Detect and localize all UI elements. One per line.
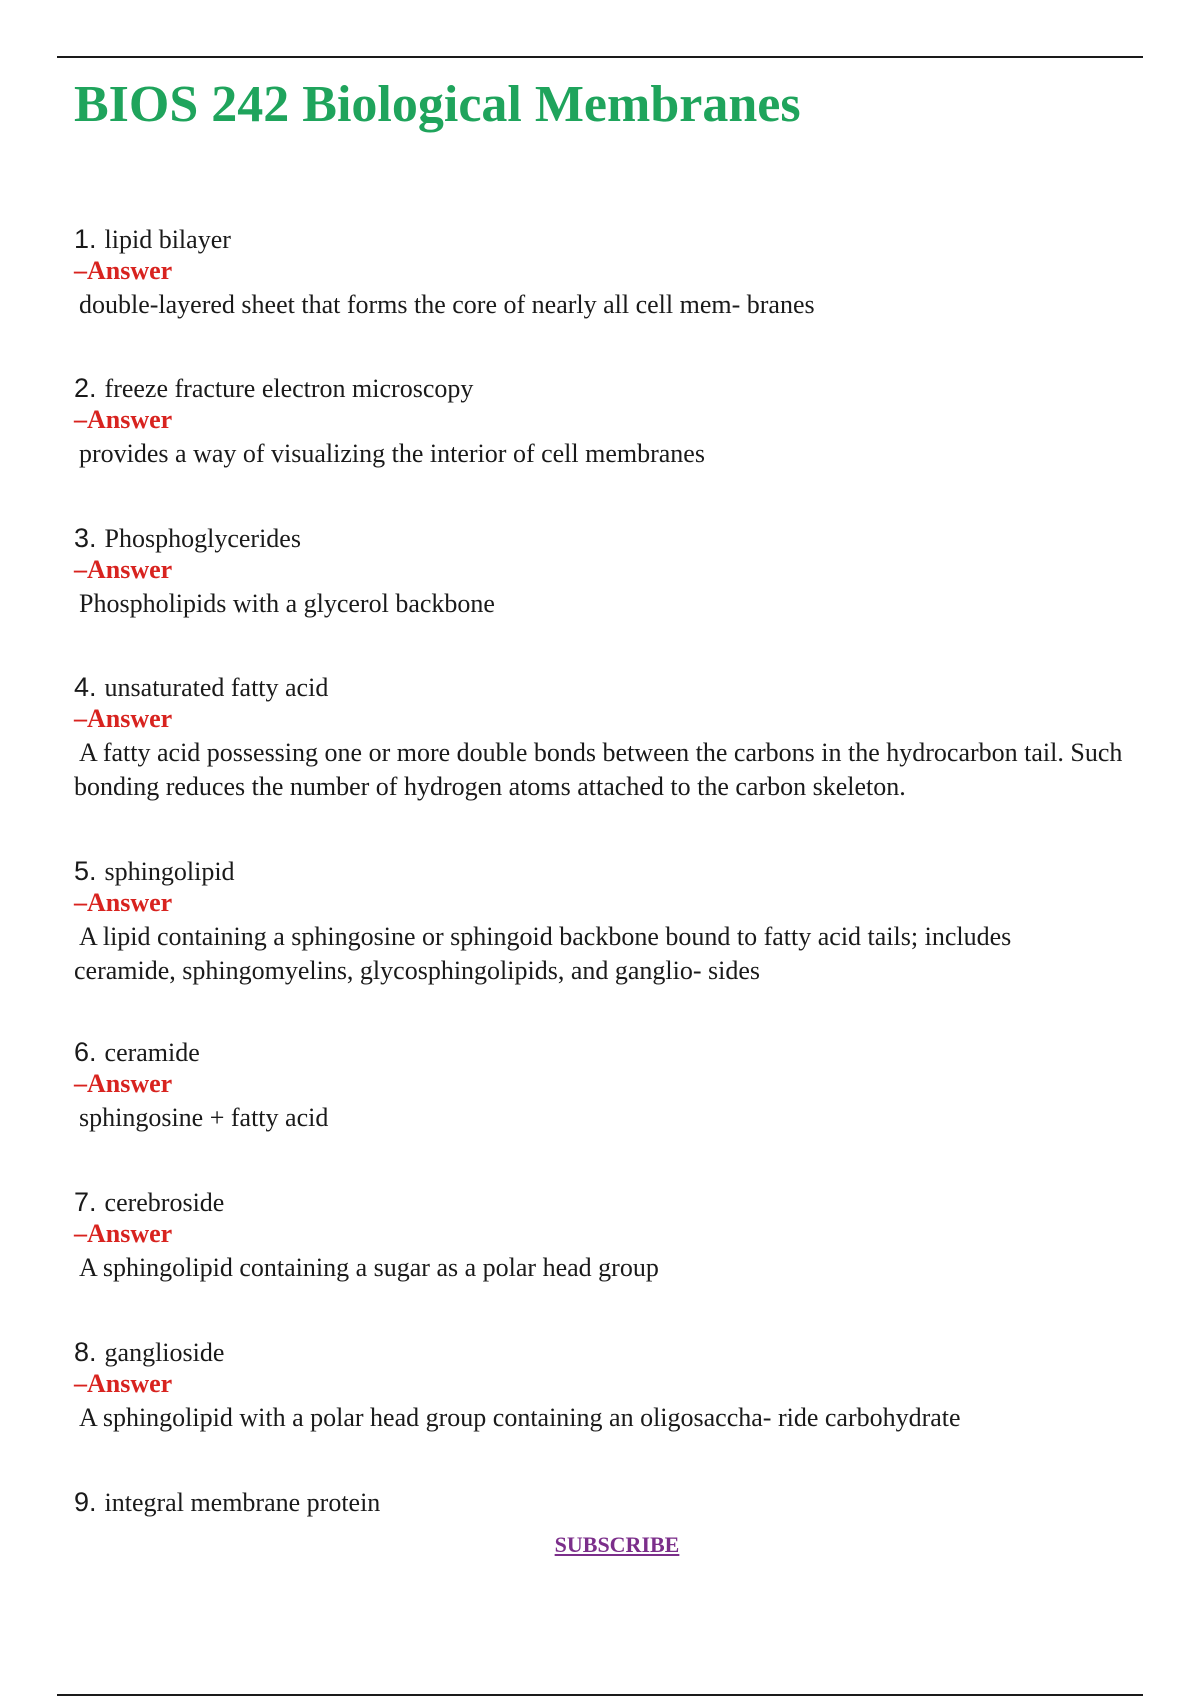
definition: double-layered sheet that forms the core of nearly all cell mem- branes xyxy=(79,290,815,319)
document-title: BIOS 242 Biological Membranes xyxy=(74,76,801,133)
answer-label: –Answer xyxy=(74,555,173,584)
subscribe-link[interactable]: SUBSCRIBE xyxy=(554,1532,680,1557)
term-line xyxy=(74,670,1154,704)
qa-item-7 xyxy=(74,1185,1154,1285)
term: cerebroside xyxy=(104,1188,225,1217)
top-rule xyxy=(57,56,1143,58)
answer-label: –Answer xyxy=(74,1369,173,1398)
definition: A sphingolipid with a polar head group containing an oligosaccha- ride carbohydrate xyxy=(79,1403,961,1432)
item-number: 3. xyxy=(74,523,97,553)
qa-item-5 xyxy=(74,854,1154,988)
item-number: 5. xyxy=(74,856,97,886)
term: ceramide xyxy=(104,1038,200,1067)
term: Phosphoglycerides xyxy=(104,524,301,553)
item-number: 8. xyxy=(74,1337,97,1367)
definition: A lipid containing a sphingosine or sphingoid backbone bound to fatty acid tails; includes ceramide, sphingomyelins, glycosphingolipids, and ganglio- sides xyxy=(74,922,1012,985)
term-line xyxy=(74,1035,1154,1069)
qa-item-1 xyxy=(74,222,1154,322)
item-number: 4. xyxy=(74,672,97,702)
bottom-rule xyxy=(57,1694,1143,1696)
term: sphingolipid xyxy=(104,857,235,886)
definition: provides a way of visualizing the interior of cell membranes xyxy=(79,439,705,468)
term: integral membrane protein xyxy=(104,1488,381,1517)
qa-item-2 xyxy=(74,371,1154,471)
answer-label: –Answer xyxy=(74,1069,173,1098)
item-number: 2. xyxy=(74,373,97,403)
term-line xyxy=(74,371,1154,405)
item-number: 9. xyxy=(74,1487,97,1517)
definition: sphingosine + fatty acid xyxy=(79,1103,329,1132)
answer-label: –Answer xyxy=(74,1219,173,1248)
item-number: 6. xyxy=(74,1037,97,1067)
qa-item-3 xyxy=(74,521,1154,621)
qa-item-4 xyxy=(74,670,1154,804)
term: lipid bilayer xyxy=(104,225,231,254)
qa-item-6 xyxy=(74,1035,1154,1135)
term-line xyxy=(74,222,1154,256)
term: ganglioside xyxy=(104,1338,225,1367)
term-line xyxy=(74,854,1154,888)
answer-label: –Answer xyxy=(74,888,173,917)
term: freeze fracture electron microscopy xyxy=(104,374,474,403)
answer-label: –Answer xyxy=(74,405,173,434)
term-line xyxy=(74,521,1154,555)
definition: A fatty acid possessing one or more double bonds between the carbons in the hydrocarbon tail. Such bonding reduces the number of hydrogen atoms attached to the carbon skeleton. xyxy=(74,738,1123,801)
definition: A sphingolipid containing a sugar as a polar head group xyxy=(79,1253,659,1282)
qa-item-8 xyxy=(74,1335,1154,1435)
item-number: 1. xyxy=(74,224,97,254)
term-line xyxy=(74,1185,1154,1219)
answer-label: –Answer xyxy=(74,256,173,285)
term-line xyxy=(74,1485,1154,1519)
answer-label: –Answer xyxy=(74,704,173,733)
item-number: 7. xyxy=(74,1187,97,1217)
term: unsaturated fatty acid xyxy=(104,673,329,702)
qa-item-9 xyxy=(74,1485,1154,1519)
term-line xyxy=(74,1335,1154,1369)
definition: Phospholipids with a glycerol backbone xyxy=(79,589,495,618)
